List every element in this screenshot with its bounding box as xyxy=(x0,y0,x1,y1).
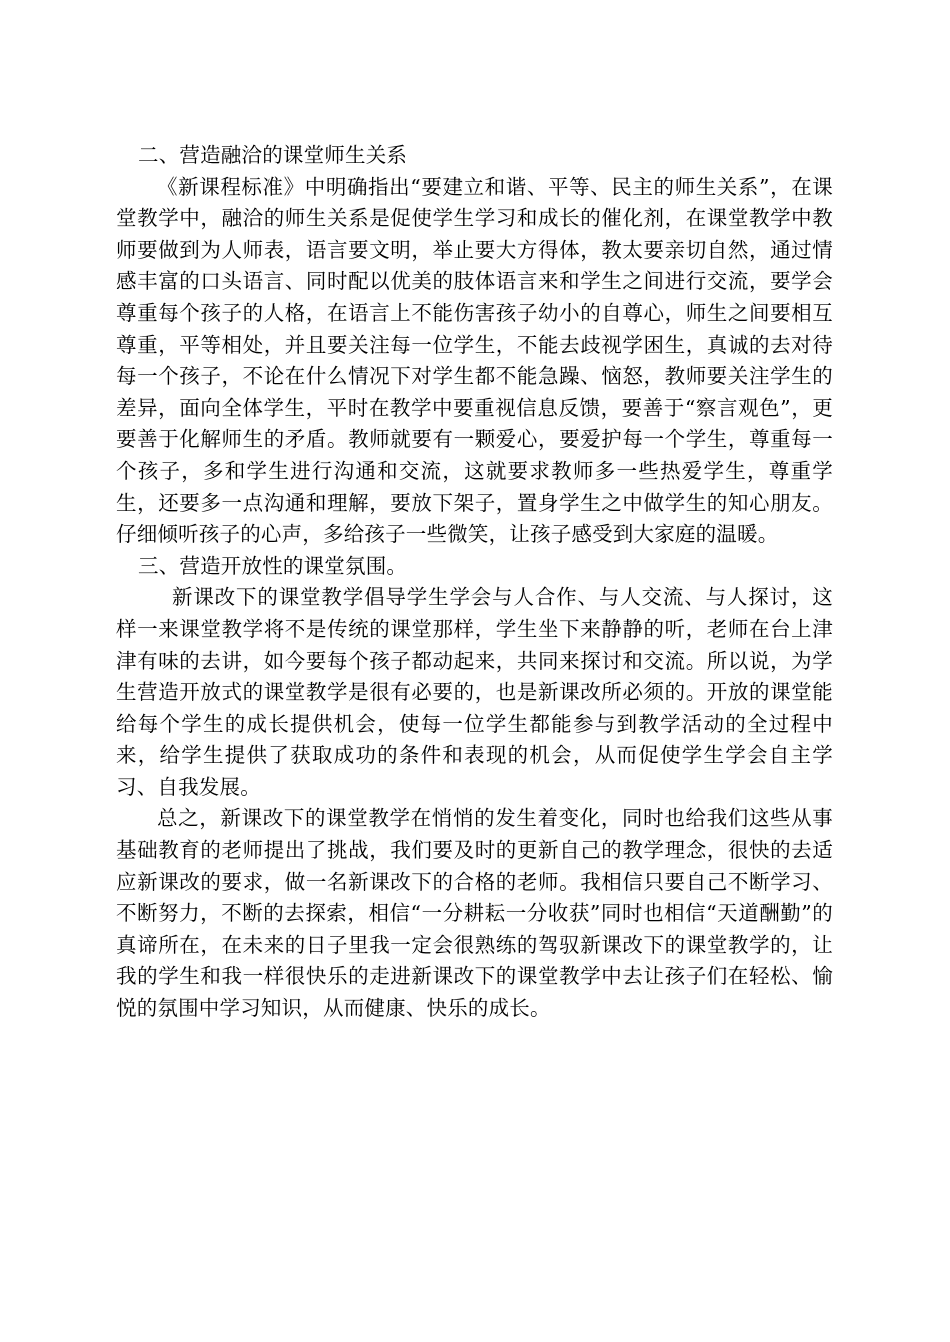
section-paragraph-2: 《新课程标准》中明确指出“要建立和谐、平等、民主的师生关系”，在课堂教学中，融洽的师生关系是促使学生学习和成长的催化剂，在课堂教学中教师要做到为人师表，语言要文明，举止要大方得体，教太要亲切自然，通过情感丰富的口头语言、同时配以优美的肢体语言来和学生之间进行交流，要学会尊重每个孩子的人格，在语言上不能伤害孩子幼小的自尊心，师生之间要相互尊重，平等相处，并且要关注每一位学生，不能去歧视学困生，真诚的去对待每一个孩子，不论在什么情况下对学生都不能急躁、恼怒，教师要关注学生的差异，面向全体学生，平时在教学中要重视信息反馈，要善于“察言观色”，更要善于化解师生的矛盾。教师就要有一颗爱心，要爱护每一个学生，尊重每一个孩子，多和学生进行沟通和交流，这就要求教师多一些热爱学生，尊重学生，还要多一点沟通和理解，要放下架子，置身学生之中做学生的知心朋友。仔细倾听孩子的心声，多给孩子一些微笑，让孩子感受到大家庭的温暖。 xyxy=(116,174,833,547)
section-heading-2: 二、营造融洽的课堂师生关系 xyxy=(138,143,408,167)
section-heading-3: 三、营造开放性的课堂氛围。 xyxy=(138,553,408,578)
section-paragraph-3: 新课改下的课堂教学倡导学生学会与人合作、与人交流、与人探讨，这样一来课堂教学将不是传统的课堂那样，学生坐下来静静的听，老师在台上津津有味的去讲，如今要每个孩子都动起来，共同来探讨和交流。所以说，为学生营造开放式的课堂教学是很有必要的，也是新课改所必须的。开放的课堂能给每个学生的成长提供机会，使每一位学生都能参与到教学活动的全过程中来，给学生提供了获取成功的条件和表现的机会，从而促使学生学会自主学习、自我发展。 xyxy=(116,585,833,799)
conclusion-paragraph: 总之，新课改下的课堂教学在悄悄的发生着变化，同时也给我们这些从事基础教育的老师提出了挑战，我们要及时的更新自己的教学理念，很快的去适应新课改的要求，做一名新课改下的合格的老师。我相信只要自己不断学习、不断努力，不断的去探索，相信“一分耕耘一分收获”同时也相信“天道酬勤”的真谛所在，在未来的日子里我一定会很熟练的驾驭新课改下的课堂教学的，让我的学生和我一样很快乐的走进新课改下的课堂教学中去让孩子们在轻松、愉悦的氛围中学习知识，从而健康、快乐的成长。 xyxy=(116,806,833,1021)
document-body xyxy=(116,140,833,1025)
